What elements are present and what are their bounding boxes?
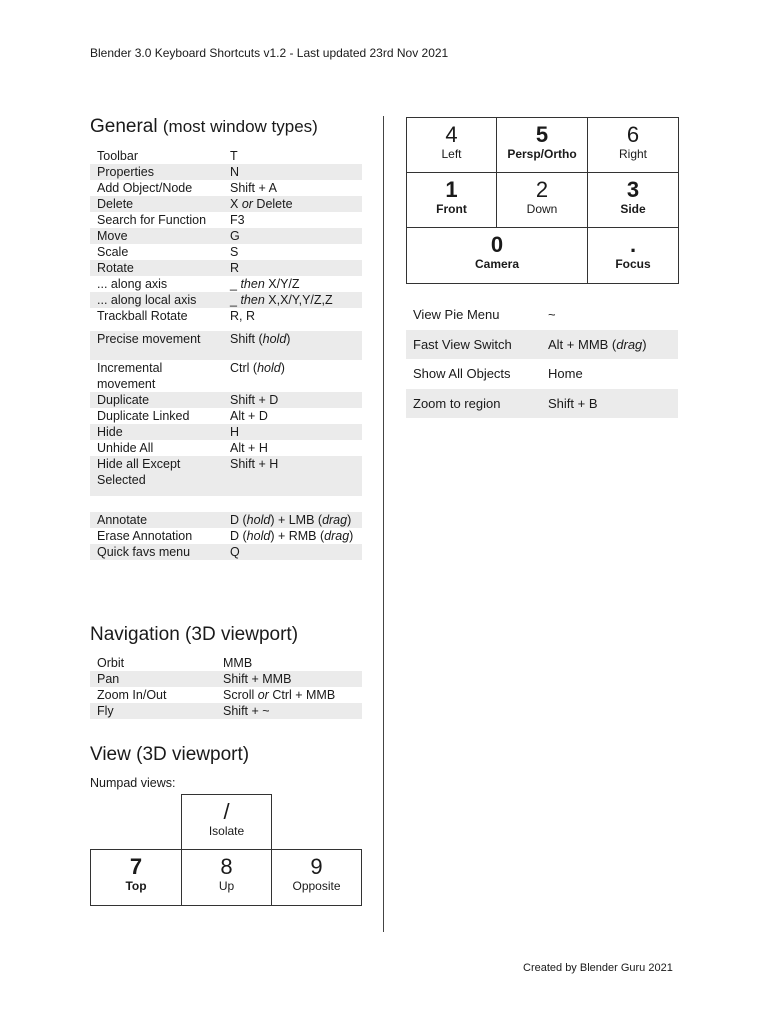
numpad-key-glyph: 9 <box>310 854 323 879</box>
shortcut-keys: F3 <box>230 213 245 227</box>
shortcut-row <box>90 655 362 671</box>
column-divider <box>383 116 384 932</box>
shortcut-action: Duplicate <box>90 392 224 408</box>
shortcut-action: Incremental movement <box>97 361 163 391</box>
shortcut-action: View Pie Menu <box>413 307 500 323</box>
numpad-key-label: Camera <box>474 257 520 271</box>
numpad-key-7 <box>90 849 182 906</box>
shortcut-row <box>90 196 362 212</box>
shortcut-action: Precise movement <box>90 331 224 360</box>
shortcut-keys: _ then X,X/Y,Y/Z,Z <box>224 292 362 308</box>
general-subtitle: (most window types) <box>162 117 318 136</box>
shortcut-row <box>90 148 362 164</box>
shortcut-row <box>90 331 362 360</box>
shortcut-row <box>90 424 362 440</box>
shortcut-keys: _ then X/Y/Z <box>230 277 300 291</box>
shortcut-row <box>90 244 362 260</box>
shortcut-row <box>90 440 362 456</box>
shortcut-keys <box>224 496 362 512</box>
shortcut-row <box>406 330 678 360</box>
view-section-title: View (3D viewport) <box>90 744 250 765</box>
navigation-section-title: Navigation (3D viewport) <box>90 624 299 645</box>
numpad-key-glyph: 6 <box>626 122 640 147</box>
shortcut-action: Zoom In/Out <box>97 688 167 702</box>
shortcut-keys: Shift (hold) <box>224 331 362 360</box>
shortcut-keys: MMB <box>223 656 253 670</box>
shortcut-action: Fly <box>90 703 217 719</box>
shortcut-action: Hide <box>90 424 224 440</box>
shortcut-keys: Scroll or Ctrl + MMB <box>223 688 336 702</box>
numpad-key-label: Top <box>125 879 147 893</box>
shortcut-action: Trackball Rotate <box>97 309 188 323</box>
numpad-key-glyph: 4 <box>445 122 458 147</box>
numpad-key-label: Focus <box>615 257 651 271</box>
shortcut-row <box>406 300 678 330</box>
numpad-key-glyph: 7 <box>129 854 143 879</box>
shortcut-row <box>90 408 362 424</box>
numpad-key-glyph: 0 <box>490 232 504 257</box>
shortcut-row <box>90 360 362 392</box>
numpad-key-glyph: 1 <box>445 177 458 202</box>
shortcut-action: Hide all Except Selected <box>90 456 224 496</box>
shortcut-action: Erase Annotation <box>97 529 193 543</box>
shortcut-keys: Home <box>548 366 583 382</box>
shortcut-keys: S <box>230 245 239 259</box>
numpad-key-label: Opposite <box>292 879 341 893</box>
shortcut-row <box>406 389 678 419</box>
shortcut-row <box>90 392 362 408</box>
shortcut-keys: ~ <box>548 307 556 323</box>
general-title: General <box>90 116 158 137</box>
shortcut-row <box>90 180 362 196</box>
shortcut-action: Scale <box>97 245 129 259</box>
numpad-key-9 <box>271 849 362 906</box>
shortcut-row <box>90 528 362 544</box>
shortcut-action: Annotate <box>90 512 224 528</box>
shortcut-action: Quick favs menu <box>90 544 224 560</box>
shortcut-row <box>90 703 362 719</box>
shortcut-keys: Alt + D <box>230 409 268 423</box>
shortcut-keys: Alt + MMB (drag) <box>541 330 678 360</box>
numpad-key-2 <box>496 172 588 228</box>
shortcut-keys: Alt + H <box>230 441 268 455</box>
numpad-key-0 <box>406 227 588 284</box>
shortcut-action: Pan <box>90 671 217 687</box>
numpad-key-6 <box>587 117 679 173</box>
shortcut-keys: R, R <box>230 309 255 323</box>
shortcut-row <box>90 496 362 512</box>
shortcut-row <box>90 276 362 292</box>
shortcut-keys: Shift + ~ <box>217 703 362 719</box>
numpad-key-4 <box>406 117 497 173</box>
shortcut-keys: D (hold) + LMB (drag) <box>224 512 362 528</box>
shortcut-keys: Shift + MMB <box>217 671 362 687</box>
shortcut-keys: Q <box>224 544 362 560</box>
numpad-key-label: Isolate <box>208 824 245 838</box>
numpad-key-glyph: / <box>223 799 230 824</box>
shortcut-row <box>90 456 362 496</box>
shortcut-action: Rotate <box>90 260 224 276</box>
shortcut-row <box>90 260 362 276</box>
numpad-key-label: Front <box>436 202 467 216</box>
shortcut-keys: X or Delete <box>224 196 362 212</box>
numpad-key-label: Side <box>620 202 646 216</box>
shortcut-row <box>406 359 678 389</box>
general-section-title <box>90 116 318 138</box>
shortcut-keys: Shift + B <box>541 389 678 419</box>
shortcut-keys: H <box>224 424 362 440</box>
page-header: Blender 3.0 Keyboard Shortcuts v1.2 - Last updated 23rd Nov 2021 <box>90 46 449 60</box>
shortcut-action: Move <box>90 228 224 244</box>
page-footer: Created by Blender Guru 2021 <box>523 962 673 974</box>
shortcut-keys: N <box>224 164 362 180</box>
shortcut-action: Unhide All <box>97 441 154 455</box>
shortcut-keys: R <box>224 260 362 276</box>
numpad-key-period <box>587 227 679 284</box>
numpad-key-glyph: 8 <box>220 854 233 879</box>
shortcut-row <box>90 212 362 228</box>
shortcut-action: ... along axis <box>97 277 168 291</box>
shortcut-action: ... along local axis <box>90 292 224 308</box>
navigation-shortcuts-table <box>90 655 362 719</box>
shortcut-action: Show All Objects <box>413 366 511 382</box>
shortcut-keys: G <box>224 228 362 244</box>
numpad-views-label: Numpad views: <box>90 776 176 790</box>
numpad-key-label: Right <box>618 147 647 161</box>
numpad-key-glyph: . <box>629 232 637 257</box>
numpad-key-glyph: 2 <box>535 177 549 202</box>
shortcut-row <box>90 292 362 308</box>
shortcut-action: Search for Function <box>97 213 207 227</box>
numpad-key-label: Up <box>218 879 235 893</box>
shortcut-action <box>90 496 224 512</box>
shortcut-keys: Shift + D <box>224 392 362 408</box>
numpad-key-label: Down <box>526 202 558 216</box>
shortcut-keys: D (hold) + RMB (drag) <box>230 529 354 543</box>
numpad-key-label: Left <box>441 147 462 161</box>
shortcut-action: Add Object/Node <box>97 181 193 195</box>
shortcut-action: Orbit <box>97 656 125 670</box>
general-shortcuts-table <box>90 148 362 560</box>
shortcut-row <box>90 512 362 528</box>
shortcut-action: Properties <box>90 164 224 180</box>
numpad-key-1 <box>406 172 497 228</box>
numpad-key-slash <box>181 794 272 850</box>
shortcut-row <box>90 671 362 687</box>
shortcut-action: Delete <box>90 196 224 212</box>
shortcut-action: Toolbar <box>97 149 138 163</box>
view-shortcuts-table <box>406 300 678 418</box>
shortcut-action: Fast View Switch <box>406 330 541 360</box>
shortcut-row <box>90 228 362 244</box>
shortcut-keys: Shift + A <box>230 181 277 195</box>
numpad-key-label: Persp/Ortho <box>507 147 577 161</box>
numpad-key-glyph: 5 <box>535 122 549 147</box>
shortcut-row <box>90 164 362 180</box>
numpad-key-5 <box>496 117 588 173</box>
shortcut-action: Duplicate Linked <box>97 409 190 423</box>
numpad-key-glyph: 3 <box>626 177 640 202</box>
shortcut-keys: Shift + H <box>224 456 362 496</box>
shortcut-row <box>90 544 362 560</box>
shortcut-row <box>90 687 362 703</box>
shortcut-row <box>90 308 362 331</box>
numpad-key-8 <box>181 849 272 906</box>
numpad-key-3 <box>587 172 679 228</box>
shortcut-keys: Ctrl (hold) <box>230 361 285 375</box>
shortcut-action: Zoom to region <box>406 389 541 419</box>
shortcut-keys: T <box>230 149 238 163</box>
